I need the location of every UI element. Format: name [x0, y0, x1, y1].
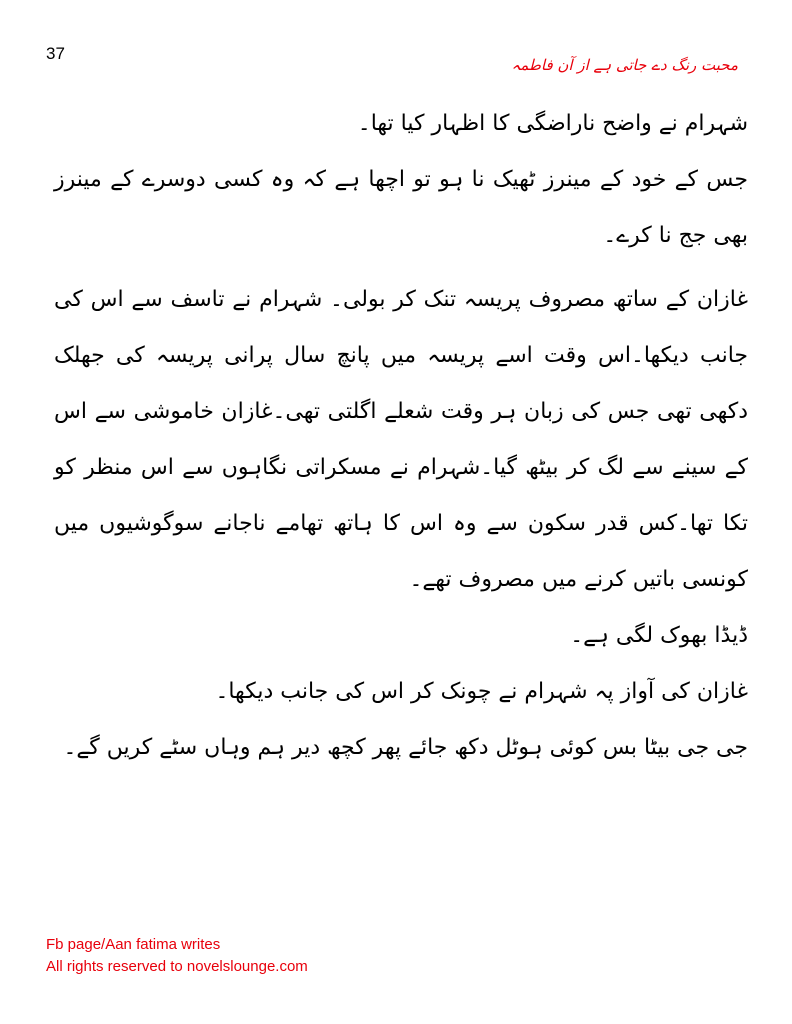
- paragraph: جس کے خود کے مینرز ٹھیک نا ہو تو اچھا ہے کہ وہ کسی دوسرے کے مینرز بھی جج نا کرے۔: [54, 167, 748, 248]
- page-number: 37: [46, 44, 65, 63]
- footer: [46, 934, 308, 978]
- paragraph: غازان کے ساتھ مصروف پریسہ تنک کر بولی۔ شہرام نے تاسف سے اس کی جانب دیکھا۔اس وقت اسے پریسہ میں پانچ سال پرانی پریسہ کی جھلک دکھی تھی جس کی زبان ہر وقت شعلے اگلتی تھی۔غازان خاموشی سے اس کے سینے سے لگ کر بیٹھ گیا۔شہرام نے مسکراتی نگاہوں سے اس منظر کو تکا تھا۔کس قدر سکون سے وہ اس کا ہاتھ تھامے ناجانے سوگوشیوں میں کونسی باتیں کرنے میں مصروف تھے۔: [54, 287, 748, 592]
- running-header: محبت رنگ دے جاتی ہے از آن فاطمہ: [511, 56, 738, 74]
- footer-fb-page: Fb page/Aan fatima writes: [46, 936, 221, 953]
- footer-rights: All rights reserved to novelslounge.com: [46, 958, 308, 975]
- body-text: [54, 96, 748, 776]
- paragraph: شہرام نے واضح ناراضگی کا اظہار کیا تھا۔: [357, 111, 748, 136]
- paragraph: جی جی بیٹا بس کوئی ہوٹل دکھ جائے پھر کچھ دیر ہم وہاں سٹے کریں گے۔: [63, 735, 748, 760]
- paragraph: ڈیڈا بھوک لگی ہے۔: [570, 623, 748, 648]
- paragraph: غازان کی آواز پہ شہرام نے چونک کر اس کی جانب دیکھا۔: [215, 679, 748, 704]
